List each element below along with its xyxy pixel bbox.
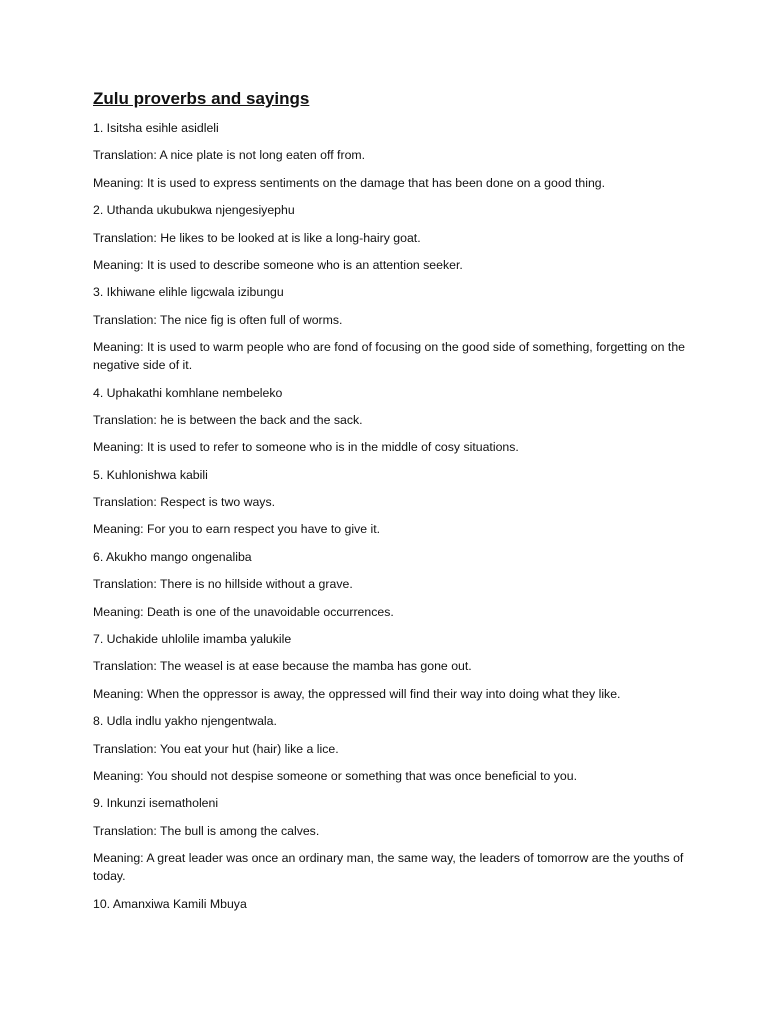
paragraph: 7. Uchakide uhlolile imamba yalukile [93, 632, 292, 647]
paragraph: 4. Uphakathi komhlane nembeleko [93, 385, 283, 400]
paragraph: Meaning: A great leader was once an ordinary man, the same way, the leaders of tomorrow are the youths of today. [93, 851, 684, 884]
paragraph: Translation: The nice fig is often full of worms. [93, 312, 343, 327]
document-body [93, 119, 693, 913]
paragraph: Translation: You eat your hut (hair) like a lice. [93, 741, 339, 756]
paragraph: Meaning: It is used to describe someone who is an attention seeker. [93, 257, 463, 272]
paragraph: Meaning: It is used to refer to someone who is in the middle of cosy situations. [93, 440, 519, 455]
paragraph: Meaning: Death is one of the unavoidable occurrences. [93, 604, 394, 619]
paragraph: Translation: He likes to be looked at is like a long-hairy goat. [93, 230, 421, 245]
paragraph: 2. Uthanda ukubukwa njengesiyephu [93, 203, 295, 218]
paragraph: 6. Akukho mango ongenaliba [93, 549, 252, 564]
paragraph: Meaning: It is used to express sentiments on the damage that has been done on a good thing. [93, 175, 606, 190]
paragraph: 5. Kuhlonishwa kabili [93, 467, 208, 482]
paragraph: Translation: he is between the back and the sack. [93, 412, 363, 427]
paragraph: Translation: A nice plate is not long eaten off from. [93, 148, 366, 163]
document-title: Zulu proverbs and sayings [93, 89, 310, 108]
paragraph: 1. Isitsha esihle asidleli [93, 121, 219, 135]
paragraph: 3. Ikhiwane elihle ligcwala izibungu [93, 285, 284, 300]
paragraph: Translation: The weasel is at ease because the mamba has gone out. [93, 659, 472, 674]
paragraph: Translation: Respect is two ways. [93, 495, 276, 510]
paragraph: Translation: There is no hillside without a grave. [93, 577, 353, 592]
paragraph: Translation: The bull is among the calves. [93, 823, 320, 838]
paragraph: Meaning: It is used to warm people who are fond of focusing on the good side of something, forgetting on the negative side of it. [93, 340, 685, 373]
paragraph: Meaning: When the oppressor is away, the oppressed will find their way into doing what they like. [93, 686, 621, 701]
paragraph: Meaning: For you to earn respect you have to give it. [93, 522, 381, 537]
paragraph: Meaning: You should not despise someone or something that was once beneficial to you. [93, 768, 577, 783]
paragraph: 8. Udla indlu yakho njengentwala. [93, 714, 277, 729]
paragraph: 9. Inkunzi isematholeni [93, 796, 219, 811]
paragraph: 10. Amanxiwa Kamili Mbuya [93, 896, 247, 911]
document-page [93, 88, 693, 922]
